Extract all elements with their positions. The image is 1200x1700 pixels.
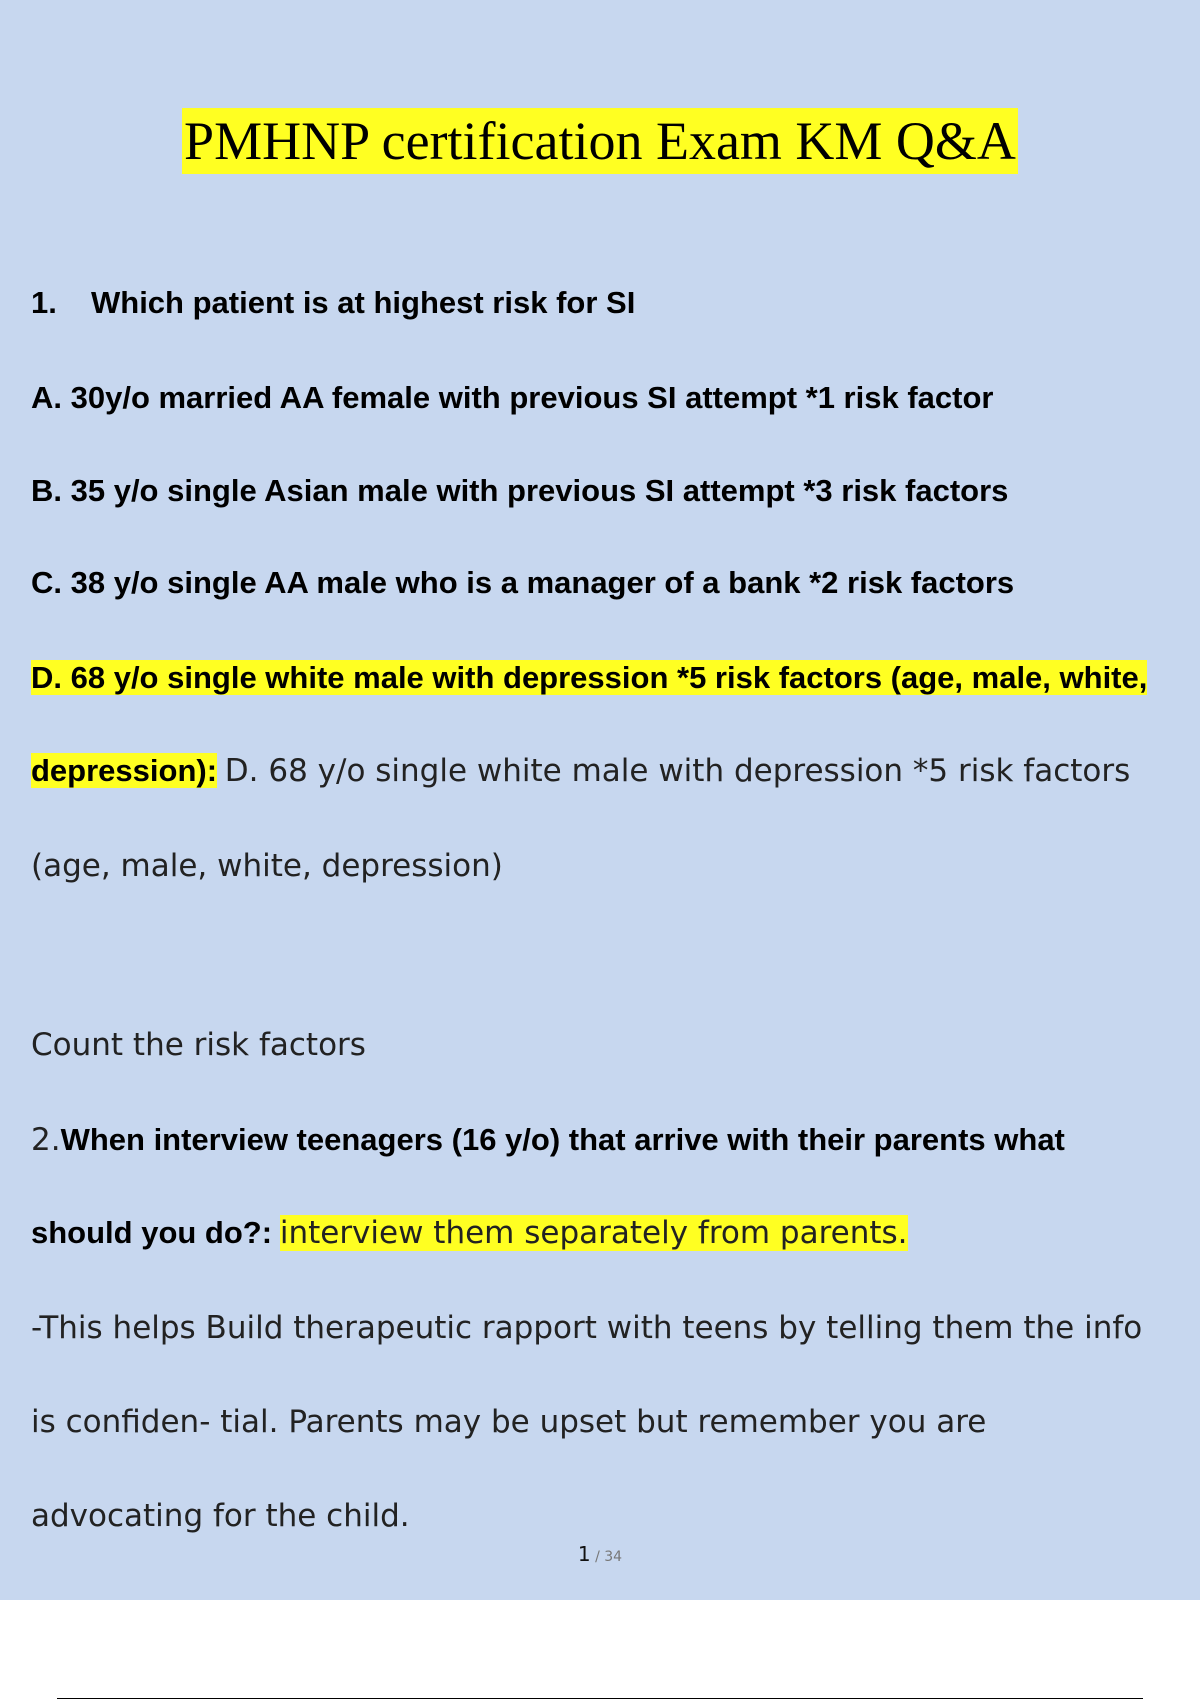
explanation-line-2: is confiden- tial. Parents may be upset but remember you are xyxy=(31,1404,987,1440)
question-2-line-2 xyxy=(31,1213,908,1253)
title-container xyxy=(0,108,1200,174)
page-current: 1 xyxy=(577,1542,591,1566)
answer-1-line-1: D. 68 y/o single white male with depression *5 risk factors xyxy=(224,753,1131,789)
option-d-line-2 xyxy=(31,751,1130,791)
option-b: B. 35 y/o single Asian male with previous SI attempt *3 risk factors xyxy=(31,473,1009,508)
option-a: A. 30y/o married AA female with previous SI attempt *1 risk factor xyxy=(31,380,994,415)
page-separator: / xyxy=(590,1549,605,1565)
option-d-highlight-2: depression): xyxy=(31,753,218,788)
answer-1-line-2: (age, male, white, depression) xyxy=(31,848,503,884)
page-number xyxy=(0,1542,1200,1566)
page-divider xyxy=(57,1698,1143,1699)
question-1-note: Count the risk factors xyxy=(31,1027,366,1063)
question-1-text: Which patient is at highest risk for SI xyxy=(91,285,636,320)
answer-2-highlight: interview them separately from parents. xyxy=(279,1215,908,1251)
option-d-highlight-1: D. 68 y/o single white male with depression *5 risk factors (age, male, white, xyxy=(31,660,1148,695)
option-c: C. 38 y/o single AA male who is a manager of a bank *2 risk factors xyxy=(31,565,1015,600)
explanation-line-1: -This helps Build therapeutic rapport with teens by telling them the info xyxy=(31,1310,1143,1346)
question-2-text-1: When interview teenagers (16 y/o) that arrive with their parents what xyxy=(60,1122,1065,1157)
option-d-line-1 xyxy=(31,658,1147,698)
explanation-line-3: advocating for the child. xyxy=(31,1498,410,1534)
question-1-number: 1. xyxy=(31,285,57,320)
question-1 xyxy=(31,283,635,323)
question-2-line-1 xyxy=(31,1120,1065,1160)
question-2-number: 2. xyxy=(31,1122,61,1158)
page-total: 34 xyxy=(604,1549,623,1565)
question-2-text-2: should you do?: xyxy=(31,1215,273,1250)
document-title: PMHNP certification Exam KM Q&A xyxy=(182,108,1018,174)
